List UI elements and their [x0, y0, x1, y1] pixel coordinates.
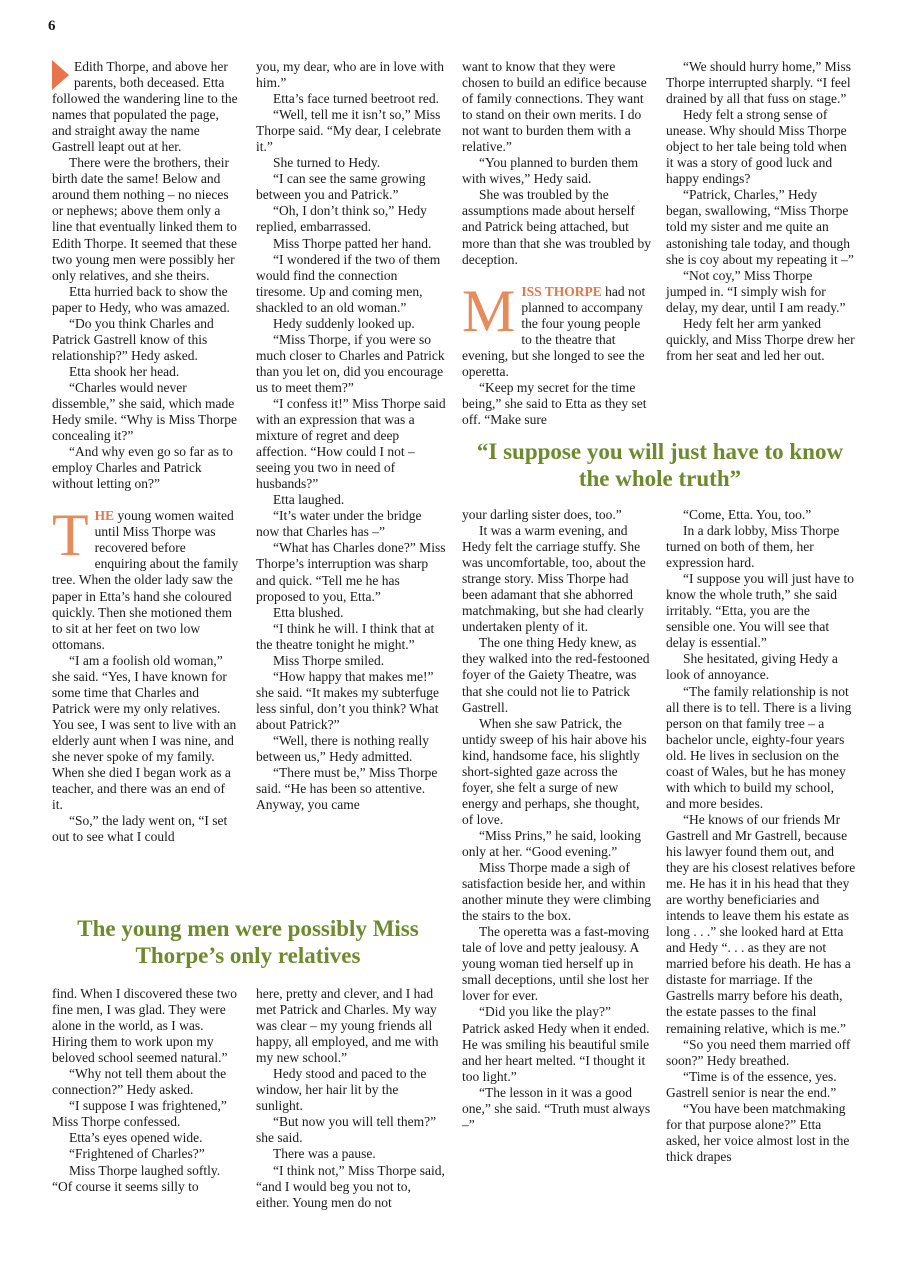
col3b-p4: When she saw Patrick, the untidy sweep of his hair above his kind, handsome face, his slightly short-sighted gaze across the foyer, she felt a surge of new energy and perhaps, she thought, of love. — [462, 715, 647, 827]
col2b-p1: here, pretty and clever, and I had met Patrick and Charles. My way was clear – my young friends all happy, all employed, and me with my new school.” — [256, 986, 439, 1066]
col1b-p5: “Frightened of Charles?” — [69, 1146, 205, 1162]
col4b-p1: “Come, Etta. You, too.” — [683, 507, 812, 522]
col2-p9: Hedy suddenly looked up. — [273, 315, 415, 331]
col2-p3: “Well, tell me it isn’t so,” Miss Thorpe said. “My dear, I celebrate it.” — [256, 107, 441, 155]
col3-p1: want to know that they were chosen to build an edifice because of family connections. They want to stand on their own merits. I do not want to burden them with a relative.” — [462, 59, 647, 155]
col4b-p2: In a dark lobby, Miss Thorpe turned on both of them, her expression hard. — [666, 523, 840, 571]
col3b-p2: It was a warm evening, and Hedy felt the carriage stuffy. She was uncomfortable, too, about the strange story. Miss Thorpe had been adamant that she abhorred matchmaking, but she had clearly undertaken plenty of it. — [462, 523, 646, 635]
col3-dropcap-paragraph — [462, 277, 652, 380]
column-3-bottom — [462, 507, 652, 1133]
column-1-bottom — [52, 986, 239, 1195]
col1b-p4: Etta’s eyes opened wide. — [69, 1130, 203, 1146]
col4b-p8: “Time is of the essence, yes. Gastrell senior is near the end.” — [666, 1068, 837, 1100]
column-4-top — [666, 59, 856, 364]
pull-quote-right: “I suppose you will just have to know the whole truth” — [476, 439, 844, 491]
col2-p4: She turned to Hedy. — [273, 155, 381, 171]
drop-cap-m: M — [462, 277, 516, 344]
column-4-bottom — [666, 507, 856, 1165]
col1-p7: “And why even go so far as to employ Charles and Patrick without letting on?” — [52, 444, 233, 492]
col2-p16: “I think he will. I think that at the theatre tonight he might.” — [256, 620, 435, 652]
col1-p1: Edith Thorpe, and above her parents, both deceased. Etta followed the wandering line to the names that populated the page, and straight away the name Gastrell leapt out at her. — [52, 59, 238, 155]
col3-p4: had not planned to accompany the four young people to the theatre that evening, but she longed to see the operetta. — [462, 283, 646, 379]
col4b-p3: “I suppose you will just have to know the whole truth,” she said irritably. “Etta, you are the sensible one. You will see that delay is essential.” — [666, 571, 854, 651]
col2b-p5: “I think not,” Miss Thorpe said, “and I would beg you not to, either. Young men do not — [256, 1162, 445, 1210]
col2-p17: Miss Thorpe smiled. — [273, 652, 385, 668]
col1b-p2: “Why not tell them about the connection?” Hedy asked. — [52, 1066, 227, 1098]
col2-p8: “I wondered if the two of them would find the connection tiresome. Up and coming men, shackled to an old woman.” — [256, 251, 441, 315]
column-2-top — [256, 59, 446, 813]
col4b-p6: “He knows of our friends Mr Gastrell and Mr Gastrell, because his lawyer found them out, and they are his closest relatives before me. He has it in his head that they are worthy beneficiaries and intends to leave them his estate as long . . .” she looked hard at Etta and Hedy “. . . as they are not married before his death. He has a distaste for marriage. If the Gastrells marry before his death, the estate passes to the final remaining relative, which is me.” — [666, 811, 856, 1036]
col1-p6: “Charles would never dissemble,” she said, which made Hedy smile. “Why is Miss Thorpe concealing it?” — [52, 379, 237, 444]
col4-p2: Hedy felt a strong sense of unease. Why should Miss Thorpe object to her tale being told when it was a story of good luck and happy endings? — [666, 107, 847, 187]
col1b-p3: “I suppose I was frightened,” Miss Thorpe confessed. — [52, 1098, 227, 1130]
col2-p5: “I can see the same growing between you and Patrick.” — [256, 171, 426, 203]
col2-p18: “How happy that makes me!” she said. “It makes my subterfuge less sinful, don’t you think? What about Patrick?” — [256, 668, 439, 732]
col3b-p5: “Miss Prins,” he said, looking only at her. “Good evening.” — [462, 827, 641, 859]
col4-p4: “Not coy,” Miss Thorpe jumped in. “I simply wish for delay, my dear, until I am ready.” — [666, 267, 846, 315]
col3b-p1: your darling sister does, too.” — [462, 507, 622, 522]
col3b-p3: The one thing Hedy knew, as they walked into the red-festooned foyer of the Gaiety Theatre, was that she could not lie to Patrick Gastrell. — [462, 635, 650, 715]
col2b-p3: “But now you will tell them?” she said. — [256, 1114, 437, 1146]
col2b-p4: There was a pause. — [273, 1146, 376, 1162]
col4-p3: “Patrick, Charles,” Hedy began, swallowing, “Miss Thorpe told my sister and me quite an astonishing tale today, and though she is coy about my repeating it –” — [666, 187, 854, 267]
col2-p6: “Oh, I don’t think so,” Hedy replied, embarrassed. — [256, 203, 427, 235]
col2-p20: “There must be,” Miss Thorpe said. “He has been so attentive. Anyway, you came — [256, 765, 438, 813]
col2b-p2: Hedy stood and paced to the window, her hair lit by the sunlight. — [256, 1066, 427, 1114]
page-number: 6 — [48, 18, 56, 34]
col2-p15: Etta blushed. — [273, 604, 344, 620]
col1-p10: “So,” the lady went on, “I set out to see what I could — [52, 813, 228, 845]
col4-p1: “We should hurry home,” Miss Thorpe interrupted sharply. “I feel drained by all that fuss on stage.” — [666, 59, 852, 107]
col4b-p9: “You have been matchmaking for that purpose alone?” Etta asked, her voice almost lost in the thick drapes — [666, 1100, 850, 1164]
pull-quote-left: The young men were possibly Miss Thorpe’s only relatives — [77, 916, 419, 968]
col1-p4: “Do you think Charles and Patrick Gastrell know of this relationship?” Hedy asked. — [52, 315, 214, 363]
column-3-top — [462, 59, 652, 428]
col2-p19: “Well, there is nothing really between us,” Hedy admitted. — [256, 732, 429, 765]
col4b-p7: “So you need them married off soon?” Hedy breathed. — [666, 1036, 851, 1068]
col2-p12: Etta laughed. — [273, 492, 345, 508]
col1-p3: Etta hurried back to show the paper to Hedy, who was amazed. — [52, 283, 230, 315]
col2-p2: Etta’s face turned beetroot red. — [273, 91, 440, 107]
col3b-p7: The operetta was a fast-moving tale of love and petty jealousy. A young woman tied herself up in small deceptions, until she lost her lover for ever. — [462, 924, 650, 1004]
col1b-p6: Miss Thorpe laughed softly. “Of course it seems silly to — [52, 1162, 221, 1194]
col4b-p4: She hesitated, giving Hedy a look of annoyance. — [666, 651, 838, 683]
col2-p14: “What has Charles done?” Miss Thorpe’s interruption was sharp and quick. “Tell me he has proposed to you, Etta.” — [256, 540, 446, 604]
col2-p7: Miss Thorpe patted her hand. — [273, 235, 432, 251]
run-in-he: HE — [94, 508, 115, 524]
col1-dropcap-paragraph — [52, 502, 239, 652]
col1-p2: There were the brothers, their birth date the same! Below and around them nothing – no nieces or nephews; above them only a line that eventually linked them to Edith Thorpe. It seemed that these two young men were possibly her only relatives, and she theirs. — [52, 155, 237, 283]
col1-p9: “I am a foolish old woman,” she said. “Yes, I have known for some time that Charles and Patrick were my only relatives. You see, I was sent to live with an elderly aunt when I was nine, and she never spoke of my family. When she died I began work as a teacher, and there was an end of it. — [52, 652, 237, 813]
col1b-p1: find. When I discovered these two fine men, I was glad. They were alone in the world, as I was. Hiring them to work upon my beloved school seemed natural.” — [52, 986, 237, 1066]
col3-p3: She was troubled by the assumptions made about herself and Patrick being attached, but more than that she was troubled by deception. — [462, 187, 651, 267]
arrow-marker-icon — [52, 60, 69, 90]
col2-p1: you, my dear, who are in love with him.” — [256, 59, 445, 91]
col1-p8: young women waited until Miss Thorpe was recovered before enquiring about the family tree. When the older lady saw the paper in Etta’s hand she coloured quickly. Then she motioned them to sit at her feet on two low ottomans. — [52, 508, 239, 652]
column-1-top — [52, 59, 239, 845]
col3b-p6: Miss Thorpe made a sigh of satisfaction beside her, and within another minute they were climbing the stairs to the box. — [462, 860, 651, 924]
col3-p2: “You planned to burden them with wives,” Hedy said. — [462, 155, 639, 187]
column-2-bottom — [256, 986, 446, 1211]
col2-p11: “I confess it!” Miss Thorpe said with an expression that was a mixture of regret and deep affection. “How could I not – seeing you two in need of husbands?” — [256, 395, 446, 492]
col2-p13: “It’s water under the bridge now that Charles has –” — [256, 508, 422, 540]
col3b-p9: “The lesson in it was a good one,” she said. “Truth must always –” — [462, 1084, 651, 1132]
drop-cap-t: T — [52, 502, 89, 569]
col2-p10: “Miss Thorpe, if you were so much closer to Charles and Patrick than you let on, did you encourage us to meet them?” — [256, 331, 445, 395]
run-in-miss-thorpe: ISS THORPE — [521, 283, 602, 299]
col4-p5: Hedy felt her arm yanked quickly, and Miss Thorpe drew her from her seat and led her out. — [666, 315, 855, 363]
col4b-p5: “The family relationship is not all there is to tell. There is a living person on that family tree – a bachelor uncle, eighty-four years old. He lives in seclusion on the coast of Wales, but he has money with which to build my school, and more besides. — [666, 683, 852, 811]
col3-p5: “Keep my secret for the time being,” she said to Etta as they set off. “Make sure — [462, 379, 647, 427]
col3b-p8: “Did you like the play?” Patrick asked Hedy when it ended. He was smiling his beautiful smile and her heart melted. “I thought it too light.” — [462, 1004, 650, 1084]
col1-p5: Etta shook her head. — [69, 363, 180, 379]
